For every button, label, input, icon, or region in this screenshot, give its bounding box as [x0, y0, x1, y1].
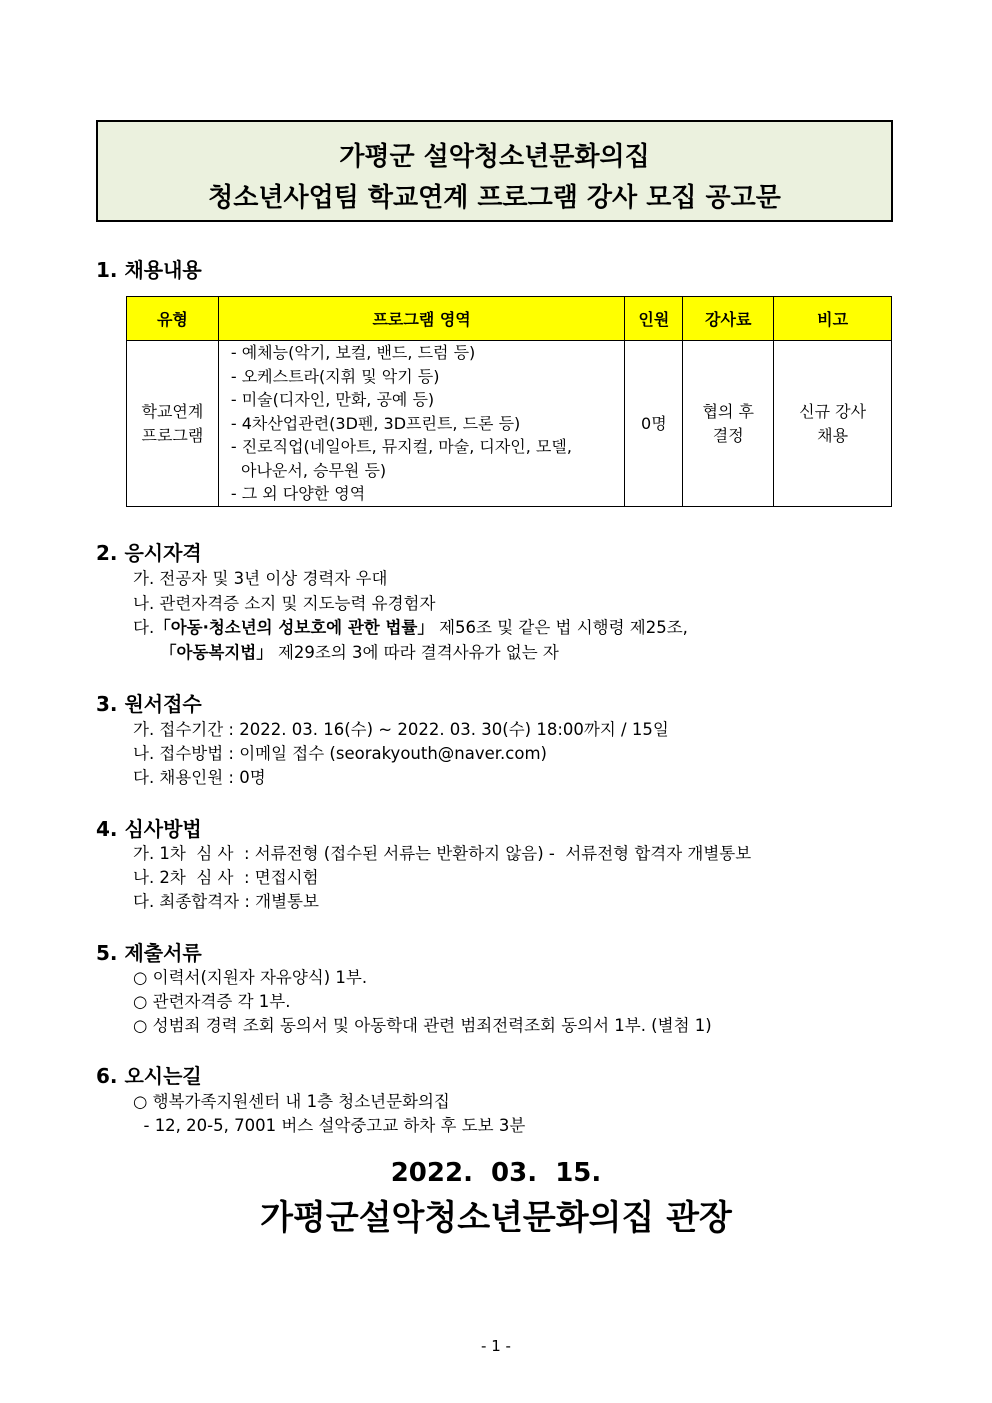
header-note: 비고 [774, 297, 892, 341]
cell-type-line-2: 프로그램 [141, 425, 204, 445]
cell-type-line-1: 학교연계 [141, 401, 204, 421]
section-heading-6: 6. 오시는길 [96, 1064, 202, 1088]
area-item: - 예체능(악기, 보컬, 밴드, 드럼 등) [230, 343, 476, 363]
qualification-item-3-cont [160, 639, 559, 663]
review-item: 다. 최종합격자 : 개별통보 [133, 892, 319, 911]
announcement-date: 2022. 03. 15. [390, 1158, 602, 1188]
qualification-item-3 [133, 614, 688, 638]
law-name-1: 「아동·청소년의 성보호에 관한 법률」 [154, 618, 434, 637]
application-item: 다. 채용인원 : 0명 [133, 768, 266, 787]
qualification-item-3-text-1: 제56조 및 같은 법 시행령 제25조, [433, 618, 688, 637]
document-item: ○ 성범죄 경력 조회 동의서 및 아동학대 관련 범죄전력조회 동의서 1부. (별첨 1) [133, 1016, 712, 1035]
cell-note-line-1: 신규 강사 [799, 401, 867, 421]
page-number: - 1 - [481, 1337, 511, 1355]
section-heading-4: 4. 심사방법 [96, 817, 202, 841]
qualification-item-3-prefix: 다. [133, 618, 155, 637]
application-item: 가. 접수기간 : 2022. 03. 16(수) ~ 2022. 03. 30(수) 18:00까지 / 15일 [133, 720, 669, 739]
review-item: 가. 1차 심 사 : 서류전형 (접수된 서류는 반환하지 않음) - 서류전형 합격자 개별통보 [133, 844, 752, 863]
section-heading-3: 3. 원서접수 [96, 692, 202, 716]
cell-note [774, 341, 892, 507]
qualification-item: 가. 전공자 및 3년 이상 경력자 우대 [133, 569, 388, 588]
qualification-item-3-text-2: 제29조의 3에 따라 결격사유가 없는 자 [272, 643, 559, 662]
cell-fee [683, 341, 774, 507]
table-header-row [127, 297, 892, 341]
area-item: - 미술(디자인, 만화, 공예 등) [230, 390, 435, 410]
header-area: 프로그램 영역 [218, 297, 625, 341]
law-name-2: 「아동복지법」 [160, 643, 273, 662]
application-item: 나. 접수방법 : 이메일 접수 (seorakyouth@naver.com) [133, 744, 547, 763]
header-count: 인원 [625, 297, 683, 341]
section-heading-5: 5. 제출서류 [96, 941, 202, 965]
directions-item: - 12, 20-5, 7001 버스 설악중고교 하차 후 도보 3분 [133, 1116, 526, 1135]
area-item: 아나운서, 승무원 등) [230, 460, 387, 480]
document-item: ○ 이력서(지원자 자유양식) 1부. [133, 968, 368, 987]
recruitment-table [126, 296, 892, 507]
cell-fee-line-1: 협의 후 [702, 401, 754, 421]
area-item: - 4차산업관련(3D펜, 3D프린트, 드론 등) [230, 413, 521, 433]
cell-count: 0명 [625, 341, 683, 507]
area-item: - 오케스트라(지휘 및 악기 등) [230, 366, 440, 386]
area-item: - 진로직업(네일아트, 뮤지컬, 마술, 디자인, 모델, [230, 437, 572, 457]
review-item: 나. 2차 심 사 : 면접시험 [133, 868, 319, 887]
title-box [96, 120, 893, 222]
document-item: ○ 관련자격증 각 1부. [133, 992, 291, 1011]
qualification-item: 나. 관련자격증 소지 및 지도능력 유경험자 [133, 594, 436, 613]
table-row [127, 341, 892, 507]
directions-item: ○ 행복가족지원센터 내 1층 청소년문화의집 [133, 1092, 450, 1111]
section-heading-1: 1. 채용내용 [96, 258, 202, 282]
cell-fee-line-2: 결정 [712, 425, 744, 445]
cell-areas [218, 341, 625, 507]
title-line-2: 청소년사업팀 학교연계 프로그램 강사 모집 공고문 [208, 183, 781, 213]
section-heading-2: 2. 응시자격 [96, 541, 202, 565]
header-fee: 강사료 [683, 297, 774, 341]
cell-note-line-2: 채용 [817, 425, 849, 445]
signature: 가평군설악청소년문화의집 관장 [260, 1198, 732, 1238]
header-type: 유형 [127, 297, 219, 341]
area-item: - 그 외 다양한 영역 [230, 484, 366, 504]
title-line-1: 가평군 설악청소년문화의집 [339, 142, 650, 172]
cell-type [127, 341, 219, 507]
